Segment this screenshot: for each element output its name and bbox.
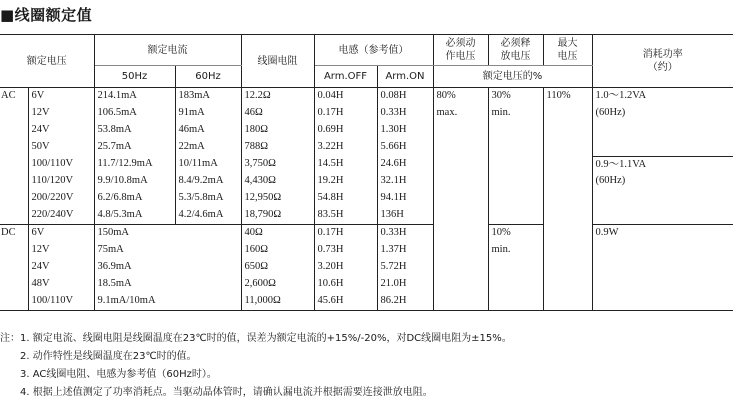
arm-off-cell: 54.8H bbox=[314, 190, 377, 207]
header-rated-current: 额定电流 bbox=[94, 35, 241, 66]
resistance-cell: 11,000Ω bbox=[241, 293, 314, 311]
current-50hz-cell: 9.9/10.8mA bbox=[94, 173, 175, 190]
current-60hz-cell: 22mA bbox=[175, 139, 241, 156]
voltage-cell: 100/110V bbox=[28, 293, 94, 311]
dc-type-label: DC bbox=[0, 225, 28, 311]
dc-current-cell: 18.5mA bbox=[94, 276, 241, 293]
note-line bbox=[0, 366, 512, 384]
table-row bbox=[0, 156, 733, 173]
header-rated-percent: 额定电压的% bbox=[433, 66, 592, 88]
arm-off-cell: 3.22H bbox=[314, 139, 377, 156]
arm-off-cell: 83.5H bbox=[314, 207, 377, 225]
resistance-cell: 788Ω bbox=[241, 139, 314, 156]
table-row bbox=[0, 88, 733, 106]
current-60hz-cell: 10/11mA bbox=[175, 156, 241, 173]
arm-on-cell: 0.33H bbox=[377, 105, 433, 122]
arm-on-cell: 94.1H bbox=[377, 190, 433, 207]
arm-on-cell: 5.66H bbox=[377, 139, 433, 156]
voltage-cell: 6V bbox=[28, 88, 94, 106]
note-line bbox=[0, 330, 512, 348]
current-50hz-cell: 4.8/5.3mA bbox=[94, 207, 175, 225]
table-row bbox=[0, 225, 733, 243]
current-50hz-cell: 53.8mA bbox=[94, 122, 175, 139]
current-50hz-cell: 214.1mA bbox=[94, 88, 175, 106]
dc-current-cell: 150mA bbox=[94, 225, 241, 243]
voltage-cell: 200/220V bbox=[28, 190, 94, 207]
arm-off-cell: 0.04H bbox=[314, 88, 377, 106]
dc-current-cell: 36.9mA bbox=[94, 259, 241, 276]
header-rated-voltage: 额定电压 bbox=[0, 35, 94, 88]
header-max-voltage: 最大 电压 bbox=[543, 35, 592, 66]
current-50hz-cell: 11.7/12.9mA bbox=[94, 156, 175, 173]
resistance-cell: 18,790Ω bbox=[241, 207, 314, 225]
arm-off-cell: 45.6H bbox=[314, 293, 377, 311]
header-50hz: 50Hz bbox=[94, 66, 175, 88]
header-arm-on: Arm.ON bbox=[377, 66, 433, 88]
current-50hz-cell: 25.7mA bbox=[94, 139, 175, 156]
resistance-cell: 180Ω bbox=[241, 122, 314, 139]
arm-off-cell: 3.20H bbox=[314, 259, 377, 276]
arm-off-cell: 0.69H bbox=[314, 122, 377, 139]
note-text: 3. AC线圈电阻、电感为参考值（60Hz时）。 bbox=[20, 369, 217, 380]
arm-on-cell: 5.72H bbox=[377, 259, 433, 276]
current-60hz-cell: 183mA bbox=[175, 88, 241, 106]
header-power: 消耗功率 （约） bbox=[592, 35, 733, 88]
header-inductance: 电感（参考值） bbox=[314, 35, 433, 66]
dc-power-cell: 0.9W bbox=[592, 225, 733, 311]
arm-on-cell: 1.37H bbox=[377, 242, 433, 259]
arm-off-cell: 0.17H bbox=[314, 105, 377, 122]
resistance-cell: 12.2Ω bbox=[241, 88, 314, 106]
note-text: 2. 动作特性是线圈温度在23℃时的值。 bbox=[20, 351, 197, 362]
arm-on-cell: 32.1H bbox=[377, 173, 433, 190]
note-line bbox=[0, 384, 512, 402]
arm-on-cell: 0.33H bbox=[377, 225, 433, 243]
voltage-cell: 12V bbox=[28, 242, 94, 259]
dc-current-cell: 9.1mA/10mA bbox=[94, 293, 241, 311]
arm-off-cell: 10.6H bbox=[314, 276, 377, 293]
voltage-cell: 220/240V bbox=[28, 207, 94, 225]
arm-on-cell: 21.0H bbox=[377, 276, 433, 293]
resistance-cell: 12,950Ω bbox=[241, 190, 314, 207]
voltage-cell: 100/110V bbox=[28, 156, 94, 173]
current-60hz-cell: 91mA bbox=[175, 105, 241, 122]
voltage-cell: 50V bbox=[28, 139, 94, 156]
voltage-cell: 24V bbox=[28, 259, 94, 276]
notes-label: 注： bbox=[0, 333, 20, 344]
ac-power-cell-a: 1.0～1.2VA (60Hz) bbox=[592, 88, 733, 157]
arm-on-cell: 136H bbox=[377, 207, 433, 225]
header-row bbox=[0, 35, 733, 66]
voltage-cell: 110/120V bbox=[28, 173, 94, 190]
arm-on-cell: 24.6H bbox=[377, 156, 433, 173]
notes-block bbox=[0, 330, 512, 402]
header-coil-resistance: 线圈电阻 bbox=[241, 35, 314, 88]
arm-on-cell: 1.30H bbox=[377, 122, 433, 139]
arm-off-cell: 0.17H bbox=[314, 225, 377, 243]
note-text: 1. 额定电流、线圈电阻是线圈温度在23℃时的值，误差为额定电流的+15%/-20%，对DC线圈电阻为±15%。 bbox=[20, 333, 512, 344]
dc-current-cell: 75mA bbox=[94, 242, 241, 259]
ac-power-cell-b: 0.9～1.1VA (60Hz) bbox=[592, 156, 733, 225]
coil-rating-table bbox=[0, 34, 733, 311]
voltage-cell: 24V bbox=[28, 122, 94, 139]
section-heading: ■线圈额定值 bbox=[0, 6, 93, 24]
resistance-cell: 3,750Ω bbox=[241, 156, 314, 173]
current-60hz-cell: 8.4/9.2mA bbox=[175, 173, 241, 190]
arm-off-cell: 0.73H bbox=[314, 242, 377, 259]
dc-must-release-cell: 10% min. bbox=[488, 225, 543, 311]
resistance-cell: 2,600Ω bbox=[241, 276, 314, 293]
max-voltage-cell: 110% bbox=[543, 88, 592, 311]
arm-off-cell: 14.5H bbox=[314, 156, 377, 173]
resistance-cell: 4,430Ω bbox=[241, 173, 314, 190]
voltage-cell: 6V bbox=[28, 225, 94, 243]
header-60hz: 60Hz bbox=[175, 66, 241, 88]
current-60hz-cell: 5.3/5.8mA bbox=[175, 190, 241, 207]
header-must-operate: 必须动 作电压 bbox=[433, 35, 488, 66]
header-arm-off: Arm.OFF bbox=[314, 66, 377, 88]
voltage-cell: 48V bbox=[28, 276, 94, 293]
arm-off-cell: 19.2H bbox=[314, 173, 377, 190]
current-60hz-cell: 4.2/4.6mA bbox=[175, 207, 241, 225]
resistance-cell: 40Ω bbox=[241, 225, 314, 243]
current-60hz-cell: 46mA bbox=[175, 122, 241, 139]
resistance-cell: 160Ω bbox=[241, 242, 314, 259]
current-50hz-cell: 6.2/6.8mA bbox=[94, 190, 175, 207]
resistance-cell: 46Ω bbox=[241, 105, 314, 122]
note-text: 4. 根据上述值测定了功率消耗点。当驱动晶体管时，请确认漏电流并根据需要连接泄放电阻。 bbox=[20, 387, 433, 398]
header-must-release: 必须释 放电压 bbox=[488, 35, 543, 66]
ac-must-release-cell: 30% min. bbox=[488, 88, 543, 225]
arm-on-cell: 0.08H bbox=[377, 88, 433, 106]
current-50hz-cell: 106.5mA bbox=[94, 105, 175, 122]
voltage-cell: 12V bbox=[28, 105, 94, 122]
arm-on-cell: 86.2H bbox=[377, 293, 433, 311]
note-line bbox=[0, 348, 512, 366]
ac-type-label: AC bbox=[0, 88, 28, 225]
resistance-cell: 650Ω bbox=[241, 259, 314, 276]
ac-dc-must-operate-cell: 80% max. bbox=[433, 88, 488, 311]
